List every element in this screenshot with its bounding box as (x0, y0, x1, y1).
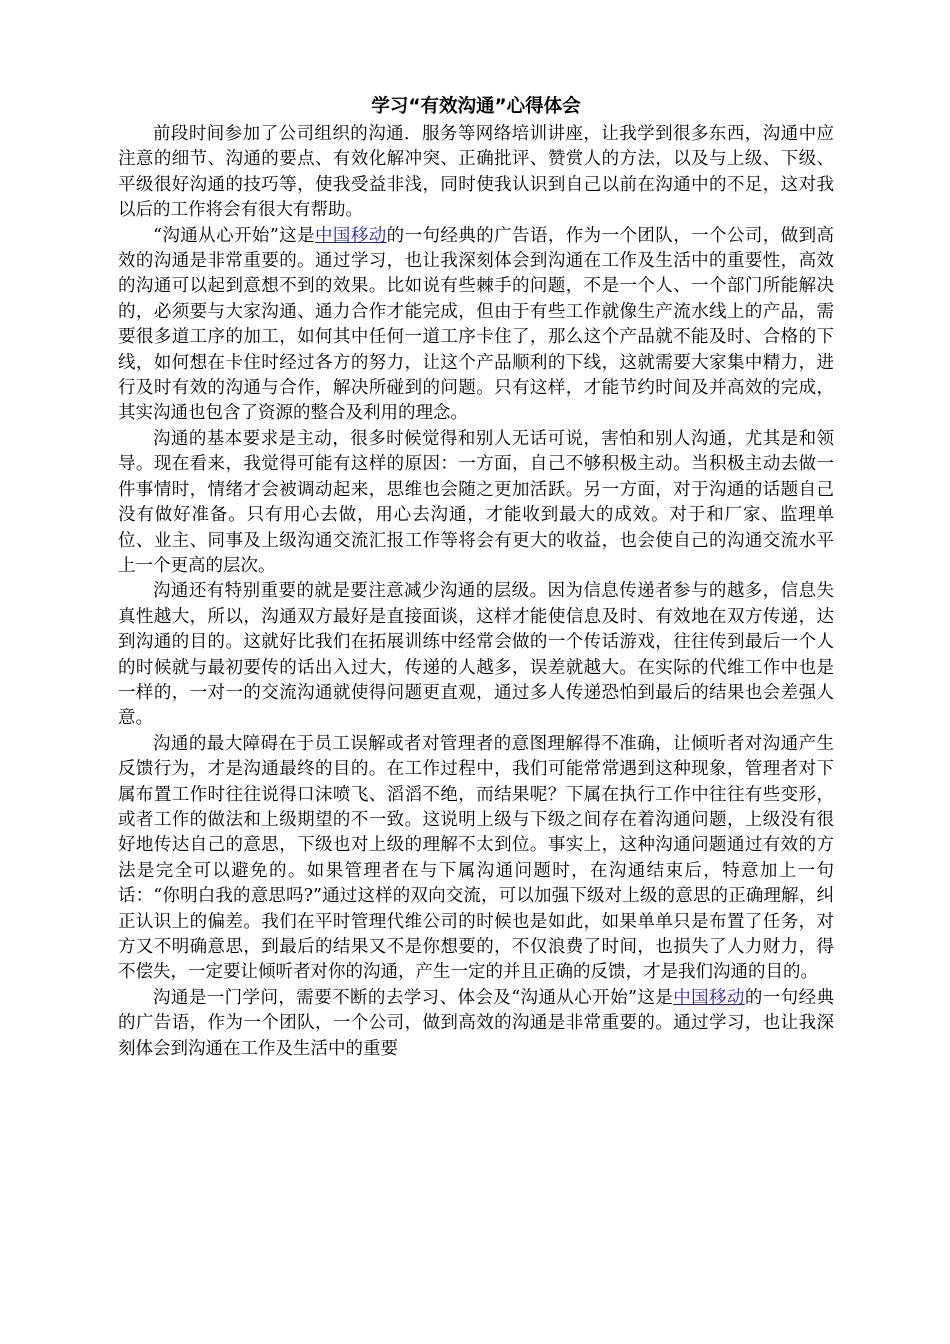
paragraph-6-lead: 沟通是一门学问，需要不断的去学习、体会及“沟通从心开始”这是 (153, 987, 674, 1008)
china-mobile-link[interactable]: 中国移动 (315, 225, 387, 246)
paragraph-5-text: 沟通的最大障碍在于员工误解或者对管理者的意图理解得不准确，让倾听者对沟通产生反馈行为，才是沟通最终的目的。在工作过程中，我们可能常常遇到这种现象，管理者对下属布置工作时往往说得口沫喷飞、滔滔不绝，而结果呢？下属在执行工作中往往有些变形，或者工作的做法和上级期望的不一致。这说明上级与下级之间存在着沟通问题，上级没有很好地传达自己的意思，下级也对上级的理解不太到位。事实上，这种沟通问题通过有效的方法是完全可以避免的。如果管理者在与下属沟通问题时，在沟通结束后，特意加上一句话：“你明白我的意思吗?”通过这样的双向交流，可以加强下级对上级的意思的正确理解，纠正认识上的偏差。我们在平时管理代维公司的时候也是如此，如果单单只是布置了任务，对方又不明确意思，到最后的结果又不是你想要的，不仅浪费了时间，也损失了人力财力，得不偿失，一定要让倾听者对你的沟通，产生一定的并且正确的反馈，才是我们沟通的目的。 (118, 733, 834, 983)
document-title: 学习“有效沟通”心得体会 (371, 96, 581, 117)
paragraph-4-text: 沟通还有特别重要的就是要注意减少沟通的层级。因为信息传递者参与的越多，信息失真性越大，所以，沟通双方最好是直接面谈，这样才能使信息及时、有效地在双方传递，达到沟通的目的。这就好比我们在拓展训练中经常会做的一个传话游戏，往往传到最后一个人的时候就与最初要传的话出入过大，传递的人越多，误差就越大。在实际的代维工作中也是一样的，一对一的交流沟通就使得问题更直观，通过多人传递恐怕到最后的结果也会差强人意。 (118, 581, 834, 729)
paragraph-4 (118, 579, 834, 731)
paragraph-6 (118, 986, 834, 1062)
china-mobile-link-2[interactable]: 中国移动 (673, 987, 745, 1008)
paragraph-3 (118, 427, 834, 579)
paragraph-2 (118, 224, 834, 427)
paragraph-1-text: 前段时间参加了公司组织的沟通．服务等网络培训讲座，让我学到很多东西，沟通中应注意的细节、沟通的要点、有效化解冲突、正确批评、赞赏人的方法，以及与上级、下级、平级很好沟通的技巧等，使我受益非浅，同时使我认识到自己以前在沟通中的不足，这对我以后的工作将会有很大有帮助。 (118, 124, 834, 221)
paragraph-2-rest: 的一句经典的广告语，作为一个团队，一个公司，做到高效的沟通是非常重要的。通过学习，也让我深刻体会到沟通在工作及生活中的重要性，高效的沟通可以起到意想不到的效果。比如说有些棘手的问题，不是一个人、一个部门所能解决的，必须要与大家沟通、通力合作才能完成，但由于有些工作就像生产流水线上的产品，需要很多道工序的加工，如何其中任何一道工序卡住了，那么这个产品就不能及时、合格的下线，如何想在卡住时经过各方的努力，让这个产品顺利的下线，这就需要大家集中精力，进行及时有效的沟通与合作，解决所碰到的问题。只有这样，才能节约时间及并高效的完成，其实沟通也包含了资源的整合及利用的理念。 (118, 225, 835, 424)
paragraph-2-lead: “沟通从心开始”这是 (153, 225, 315, 246)
paragraph-3-text: 沟通的基本要求是主动，很多时候觉得和别人无话可说，害怕和别人沟通，尤其是和领导。现在看来，我觉得可能有这样的原因：一方面，自己不够积极主动。当积极主动去做一件事情时，情绪才会被调动起来，思维也会随之更加活跃。另一方面，对于沟通的话题自己没有做好准备。只有用心去做，用心去沟通，才能收到最大的成效。对于和厂家、监理单位、业主、同事及上级沟通交流汇报工作等将会有更大的收益，也会使自己的沟通交流水平上一个更高的层次。 (118, 428, 834, 576)
paragraph-1 (118, 122, 834, 224)
paragraph-5 (118, 732, 834, 986)
document-page (118, 94, 834, 1062)
paragraph-6-rest: 的一句经典的广告语，作为一个团队，一个公司，做到高效的沟通是非常重要的。通过学习，也让我深刻体会到沟通在工作及生活中的重要 (118, 987, 835, 1059)
